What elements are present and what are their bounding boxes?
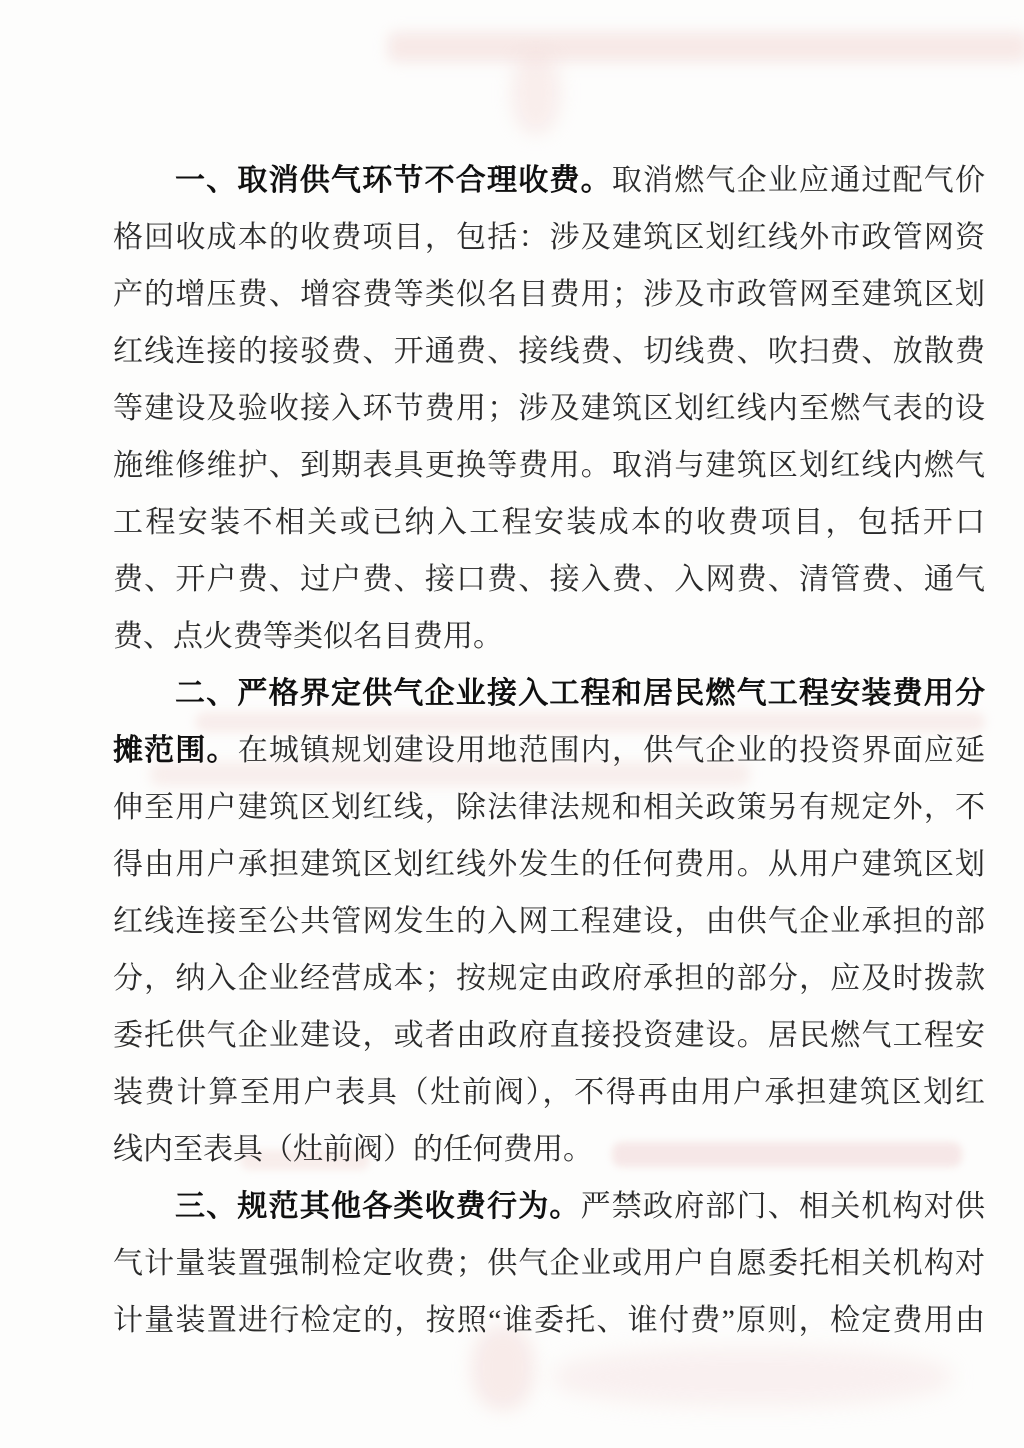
text-line: 装费计算至用户表具（灶前阀），不得再由用户承担建筑区划红 [113,1076,985,1109]
document-body [113,152,985,1349]
text-line: 红线连接至公共管网发生的入网工程建设，由供气企业承担的部 [113,905,985,938]
text-line [113,665,985,722]
scan-smudge-drip [512,52,560,134]
text-line: 分，纳入企业经营成本；按规定由政府承担的部分，应及时拨款 [113,962,985,995]
paragraph-3-heading: 三、规范其他各类收费行为。 [175,1190,581,1223]
scan-smudge-top-band [388,32,1024,62]
text-line: 等建设及验收接入环节费用；涉及建筑区划红线内至燃气表的设 [113,392,985,425]
text-line: 产的增压费、增容费等类似名目费用；涉及市政管网至建筑区划 [113,278,985,311]
paragraph-2-heading-continued: 摊范围。 [113,734,238,767]
text-line: 格回收成本的收费项目，包括：涉及建筑区划红线外市政管网资 [113,221,985,254]
paragraph-2 [113,665,985,1178]
text-line: 费、点火费等类似名目费用。 [113,620,503,653]
text-line: 线内至表具（灶前阀）的任何费用。 [113,1133,593,1166]
scan-smudge-bottom-2 [552,1348,952,1406]
text-line: 摊范围。在城镇规划建设用地范围内，供气企业的投资界面应延 [113,734,986,767]
text-line: 三、规范其他各类收费行为。严禁政府部门、相关机构对供 [175,1190,986,1223]
text-line: 施维修维护、到期表具更换等费用。取消与建筑区划红线内燃气 [113,449,985,482]
paragraph-3 [113,1178,985,1349]
text-line: 红线连接的接驳费、开通费、接线费、切线费、吹扫费、放散费 [113,335,985,368]
text-line: 一、取消供气环节不合理收费。取消燃气企业应通过配气价 [175,164,986,197]
text-line: 气计量装置强制检定收费；供气企业或用户自愿委托相关机构对 [113,1247,985,1280]
text-line: 委托供气企业建设，或者由政府直接投资建设。居民燃气工程安 [113,1019,985,1052]
text-line: 工程安装不相关或已纳入工程安装成本的收费项目，包括开口 [113,506,985,539]
paragraph-1-heading: 一、取消供气环节不合理收费。 [175,164,612,197]
text-line: 得由用户承担建筑区划红线外发生的任何费用。从用户建筑区划 [113,848,985,881]
text-line: 伸至用户建筑区划红线，除法律法规和相关政策另有规定外，不 [113,791,985,824]
text-line: 费、开户费、过户费、接口费、接入费、入网费、清管费、通气 [113,563,985,596]
paragraph-2-heading: 二、严格界定供气企业接入工程和居民燃气工程安装费用分 [175,677,985,710]
paragraph-1 [113,152,985,665]
text-line: 计量装置进行检定的，按照“谁委托、谁付费”原则，检定费用由 [113,1304,985,1337]
